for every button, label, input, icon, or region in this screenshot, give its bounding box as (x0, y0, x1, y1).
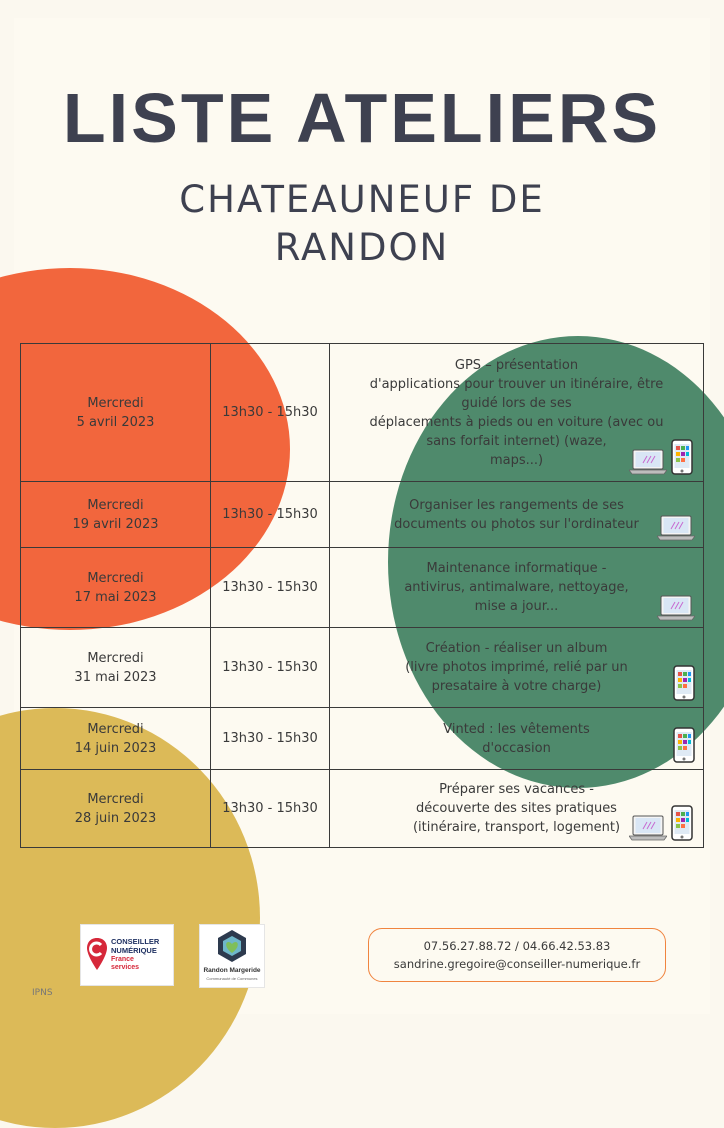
workshop-description-line: documents ou photos sur l'ordinateur (394, 516, 639, 532)
phone-icon (671, 805, 693, 841)
workshop-description-line: GPS – présentation (454, 357, 579, 373)
workshop-time-cell (211, 708, 330, 770)
workshop-date: 28 juin 2023 (74, 810, 157, 826)
cn-logo-line3: France (111, 956, 134, 963)
workshop-row (21, 344, 704, 482)
workshop-description-line: Maintenance informatique - (426, 561, 607, 576)
workshop-time-cell (211, 548, 330, 628)
workshop-day: Mercredi (87, 497, 144, 513)
workshop-description-line: (livre photos imprimé, relié par un (405, 660, 628, 675)
ipns-note: IPNS (32, 988, 53, 998)
workshop-time: 13h30 - 15h30 (222, 731, 318, 746)
workshop-date: 5 avril 2023 (76, 414, 155, 430)
workshop-description-line: Organiser les rangements de ses (409, 497, 624, 513)
workshop-description-line: Vinted : les vêtements (443, 721, 590, 737)
laptop-icon (629, 815, 667, 841)
workshop-date: 19 avril 2023 (72, 516, 159, 532)
contact-email[interactable]: sandrine.gregoire@conseiller-numerique.fr (393, 957, 641, 971)
workshop-day: Mercredi (87, 721, 144, 737)
workshop-row (21, 482, 704, 548)
location-pin-icon (86, 937, 108, 971)
subtitle-line-2: RANDON (274, 226, 450, 269)
workshop-time-cell (211, 344, 330, 482)
cn-logo-line4: services (111, 964, 140, 971)
workshop-description-cell (330, 628, 704, 708)
poster-title: LISTE ATELIERS (62, 79, 662, 157)
workshop-row (21, 628, 704, 708)
randon-logo-name: Randon Margeride (203, 967, 261, 974)
workshop-row (21, 548, 704, 628)
workshop-description-line: mise a jour... (474, 599, 559, 614)
phone-icon (673, 727, 695, 763)
workshop-description-cell (330, 708, 704, 770)
phone-icon (673, 665, 695, 701)
workshop-day: Mercredi (87, 570, 144, 586)
workshop-description-line: d'occasion (482, 740, 551, 756)
workshop-row (21, 708, 704, 770)
laptop-icon (657, 595, 695, 621)
workshop-date-cell (21, 708, 211, 770)
contact-box (368, 928, 666, 982)
workshop-day: Mercredi (87, 395, 144, 411)
laptop-icon (629, 449, 667, 475)
workshop-time: 13h30 - 15h30 (222, 405, 318, 420)
poster-subtitle (0, 176, 724, 272)
workshop-description-line: guidé lors de ses (461, 395, 572, 411)
workshop-time-cell (211, 628, 330, 708)
workshop-date-cell (21, 482, 211, 548)
workshop-description-cell (330, 548, 704, 628)
workshop-date: 14 juin 2023 (74, 740, 157, 756)
cn-logo-line2: NUMÉRIQUE (111, 945, 157, 955)
laptop-icon (657, 515, 695, 541)
contact-phones: 07.56.27.88.72 / 04.66.42.53.83 (423, 939, 611, 953)
workshop-date-cell (21, 344, 211, 482)
workshop-schedule-table (20, 343, 704, 848)
workshop-description-line: découverte des sites pratiques (416, 801, 617, 816)
workshop-description-line: sans forfait internet) (waze, (426, 433, 607, 449)
workshop-description-line: Création - réaliser un album (425, 641, 608, 656)
randon-logo-tagline: Communauté de Communes (206, 976, 258, 981)
cn-logo-line1: CONSEILLER (111, 937, 160, 946)
workshop-day: Mercredi (87, 650, 144, 666)
workshop-time: 13h30 - 15h30 (222, 507, 318, 522)
workshop-description-line: maps...) (489, 452, 544, 468)
workshop-time-cell (211, 770, 330, 848)
workshop-date: 17 mai 2023 (74, 589, 157, 605)
workshop-time-cell (211, 482, 330, 548)
conseiller-numerique-logo (80, 924, 174, 986)
workshop-date-cell (21, 548, 211, 628)
workshop-time: 13h30 - 15h30 (222, 660, 318, 675)
workshop-time: 13h30 - 15h30 (222, 580, 318, 595)
randon-margeride-logo (199, 924, 265, 988)
workshop-description-line: Préparer ses vacances - (439, 782, 594, 797)
workshop-time: 13h30 - 15h30 (222, 801, 318, 816)
workshop-date-cell (21, 628, 211, 708)
phone-icon (671, 439, 693, 475)
workshop-description-line: d'applications pour trouver un itinéraire, être (369, 376, 664, 392)
workshop-description-line: (itinéraire, transport, logement) (412, 820, 621, 835)
workshop-description-cell (330, 770, 704, 848)
workshop-day: Mercredi (87, 791, 144, 807)
subtitle-line-1: CHATEAUNEUF DE (179, 178, 545, 221)
workshop-description-line: antivirus, antimalware, nettoyage, (404, 580, 629, 595)
workshop-date: 31 mai 2023 (74, 669, 157, 685)
workshop-description-cell (330, 482, 704, 548)
workshop-date-cell (21, 770, 211, 848)
workshop-row (21, 770, 704, 848)
hexagon-heart-icon (216, 929, 248, 963)
workshop-description-cell (330, 344, 704, 482)
workshop-description-line: presataire à votre charge) (431, 679, 602, 694)
workshop-description-line: déplacements à pieds ou en voiture (avec ou (369, 414, 664, 430)
